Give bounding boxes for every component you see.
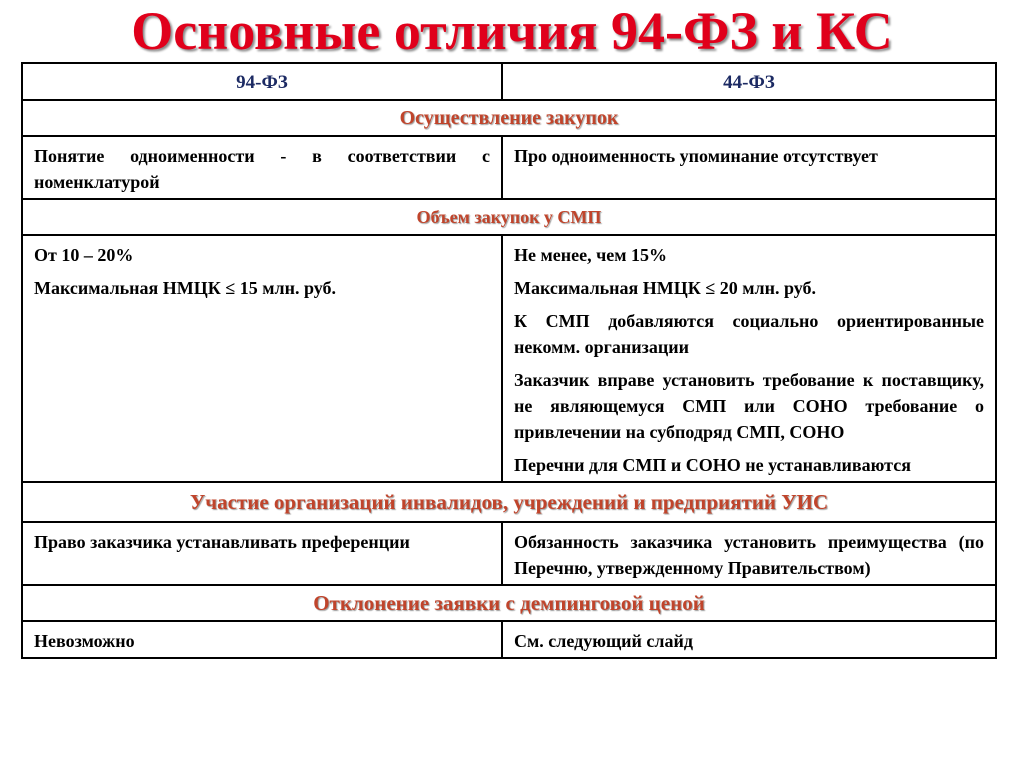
cell-94fz [22, 136, 502, 199]
table-row [22, 522, 996, 585]
section-heading-dumping: Отклонение заявки с демпинговой ценой [22, 585, 996, 621]
cell-94fz [22, 522, 502, 585]
table-row [22, 136, 996, 199]
cell-text: Максимальная НМЦК ≤ 20 млн. руб. [514, 278, 816, 298]
section-heading-smp-volume: Объем закупок у СМП [22, 199, 996, 235]
cell-text: Невозможно [34, 631, 135, 651]
column-header-94fz: 94-ФЗ [22, 63, 502, 100]
cell-text: Заказчик вправе установить требование к поставщику, не являющемуся СМП или СОНО требование о привлечении на субподряд СМП, СОНО [514, 370, 984, 442]
comparison-table [21, 62, 997, 659]
page-title: Основные отличия 94-ФЗ и КС [131, 1, 893, 61]
cell-44fz [502, 621, 996, 658]
section-heading-row [22, 482, 996, 522]
cell-text: См. следующий слайд [514, 631, 693, 651]
cell-text: Не менее, чем 15% [514, 245, 667, 265]
table-row [22, 621, 996, 658]
cell-text: Перечни для СМП и СОНО не устанавливаются [514, 455, 911, 475]
section-heading-disabled-orgs: Участие организаций инвалидов, учреждений и предприятий УИС [22, 482, 996, 522]
cell-44fz [502, 522, 996, 585]
cell-94fz [22, 235, 502, 482]
cell-text: Понятие одноименности - в соответствии с номенклатурой [34, 146, 490, 192]
table-header-row [22, 63, 996, 100]
cell-text: Максимальная НМЦК ≤ 15 млн. руб. [34, 278, 336, 298]
cell-text: От 10 – 20% [34, 245, 134, 265]
column-header-44fz: 44-ФЗ [502, 63, 996, 100]
cell-94fz [22, 621, 502, 658]
section-heading-row [22, 585, 996, 621]
section-heading-row [22, 100, 996, 136]
section-heading-procurement: Осуществление закупок [22, 100, 996, 136]
cell-text: К СМП добавляются социально ориентированные некомм. организации [514, 311, 984, 357]
cell-text: Про одноименность упоминание отсутствует [514, 146, 878, 166]
section-heading-row [22, 199, 996, 235]
cell-text: Право заказчика устанавливать преференции [34, 532, 410, 552]
cell-44fz [502, 235, 996, 482]
cell-44fz [502, 136, 996, 199]
cell-text: Обязанность заказчика установить преимущества (по Перечню, утвержденному Правительством) [514, 532, 984, 578]
table-row [22, 235, 996, 482]
